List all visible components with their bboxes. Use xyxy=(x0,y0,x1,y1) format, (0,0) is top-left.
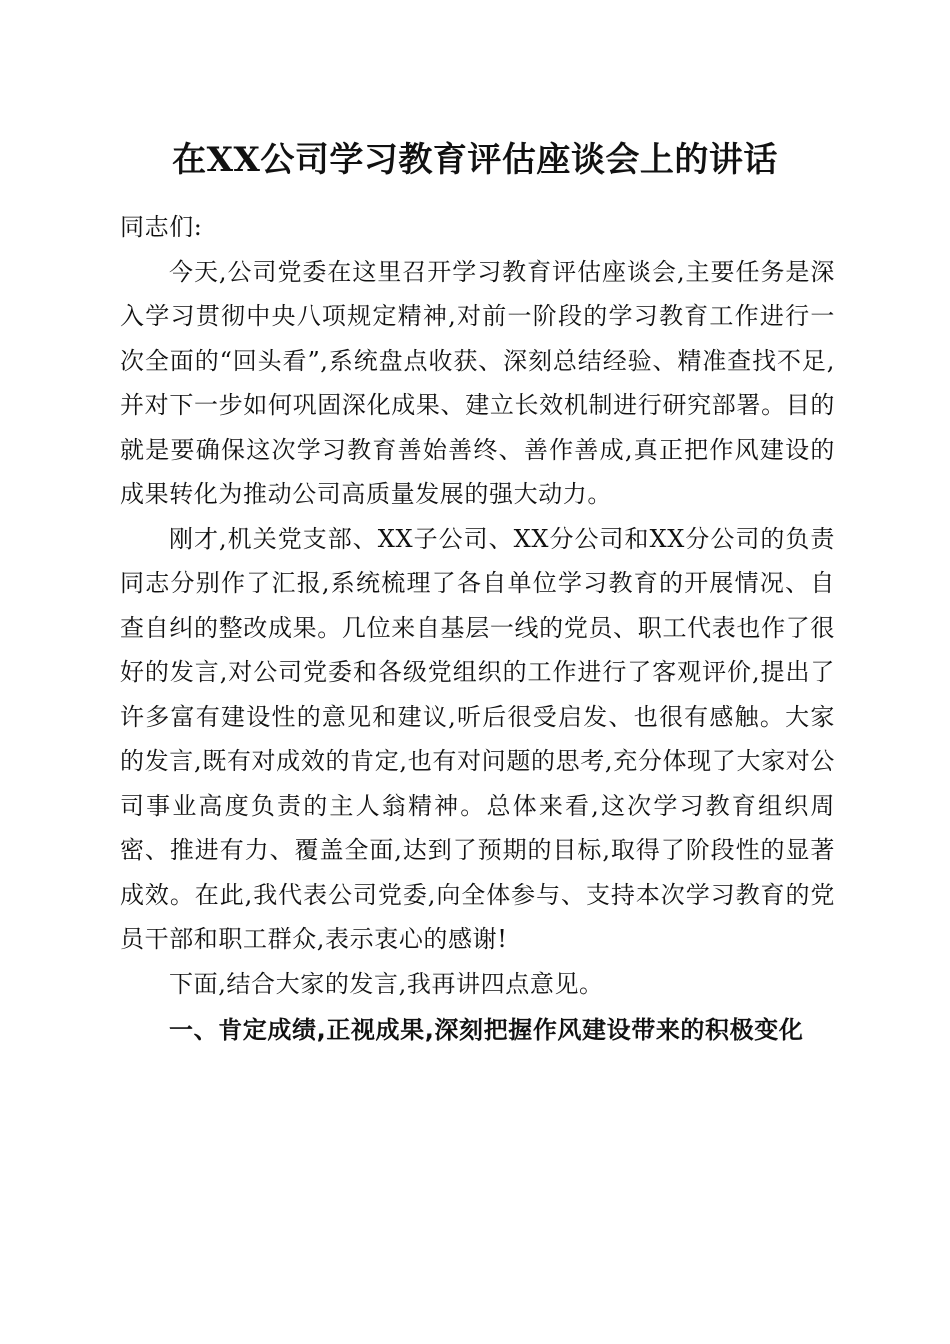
section-heading-1: 一、肯定成绩,正视成果,深刻把握作风建设带来的积极变化 xyxy=(169,1016,804,1044)
document-title: 在XX公司学习教育评估座谈会上的讲话 xyxy=(172,140,778,180)
paragraph-transition: 下面,结合大家的发言,我再讲四点意见。 xyxy=(169,969,604,998)
paragraph-opening: 今天,公司党委在这里召开学习教育评估座谈会,主要任务是深入学习贯彻中央八项规定精神,对前一阶段的学习教育工作进行一次全面的“回头看”,系统盘点收获、深刻总结经验、精准查找不足,并对下一步如何巩固深化成果、建立长效机制进行研究部署。目的就是要确保这次学习教育善始善终、善作善成,真正把作风建设的成果转化为推动公司高质量发展的强大动力。 xyxy=(120,257,835,508)
document-body xyxy=(120,205,835,1053)
paragraph-reports: 刚才,机关党支部、XX子公司、XX分公司和XX分公司的负责同志分别作了汇报,系统梳理了各自单位学习教育的开展情况、自查自纠的整改成果。几位来自基层一线的党员、职工代表也作了很好的发言,对公司党委和各级党组织的工作进行了客观评价,提出了许多富有建设性的意见和建议,听后很受启发、也很有感触。大家的发言,既有对成效的肯定,也有对问题的思考,充分体现了大家对公司事业高度负责的主人翁精神。总体来看,这次学习教育组织周密、推进有力、覆盖全面,达到了预期的目标,取得了阶段性的显著成效。在此,我代表公司党委,向全体参与、支持本次学习教育的党员干部和职工群众,表示衷心的感谢! xyxy=(120,524,835,953)
salutation: 同志们: xyxy=(120,213,203,241)
